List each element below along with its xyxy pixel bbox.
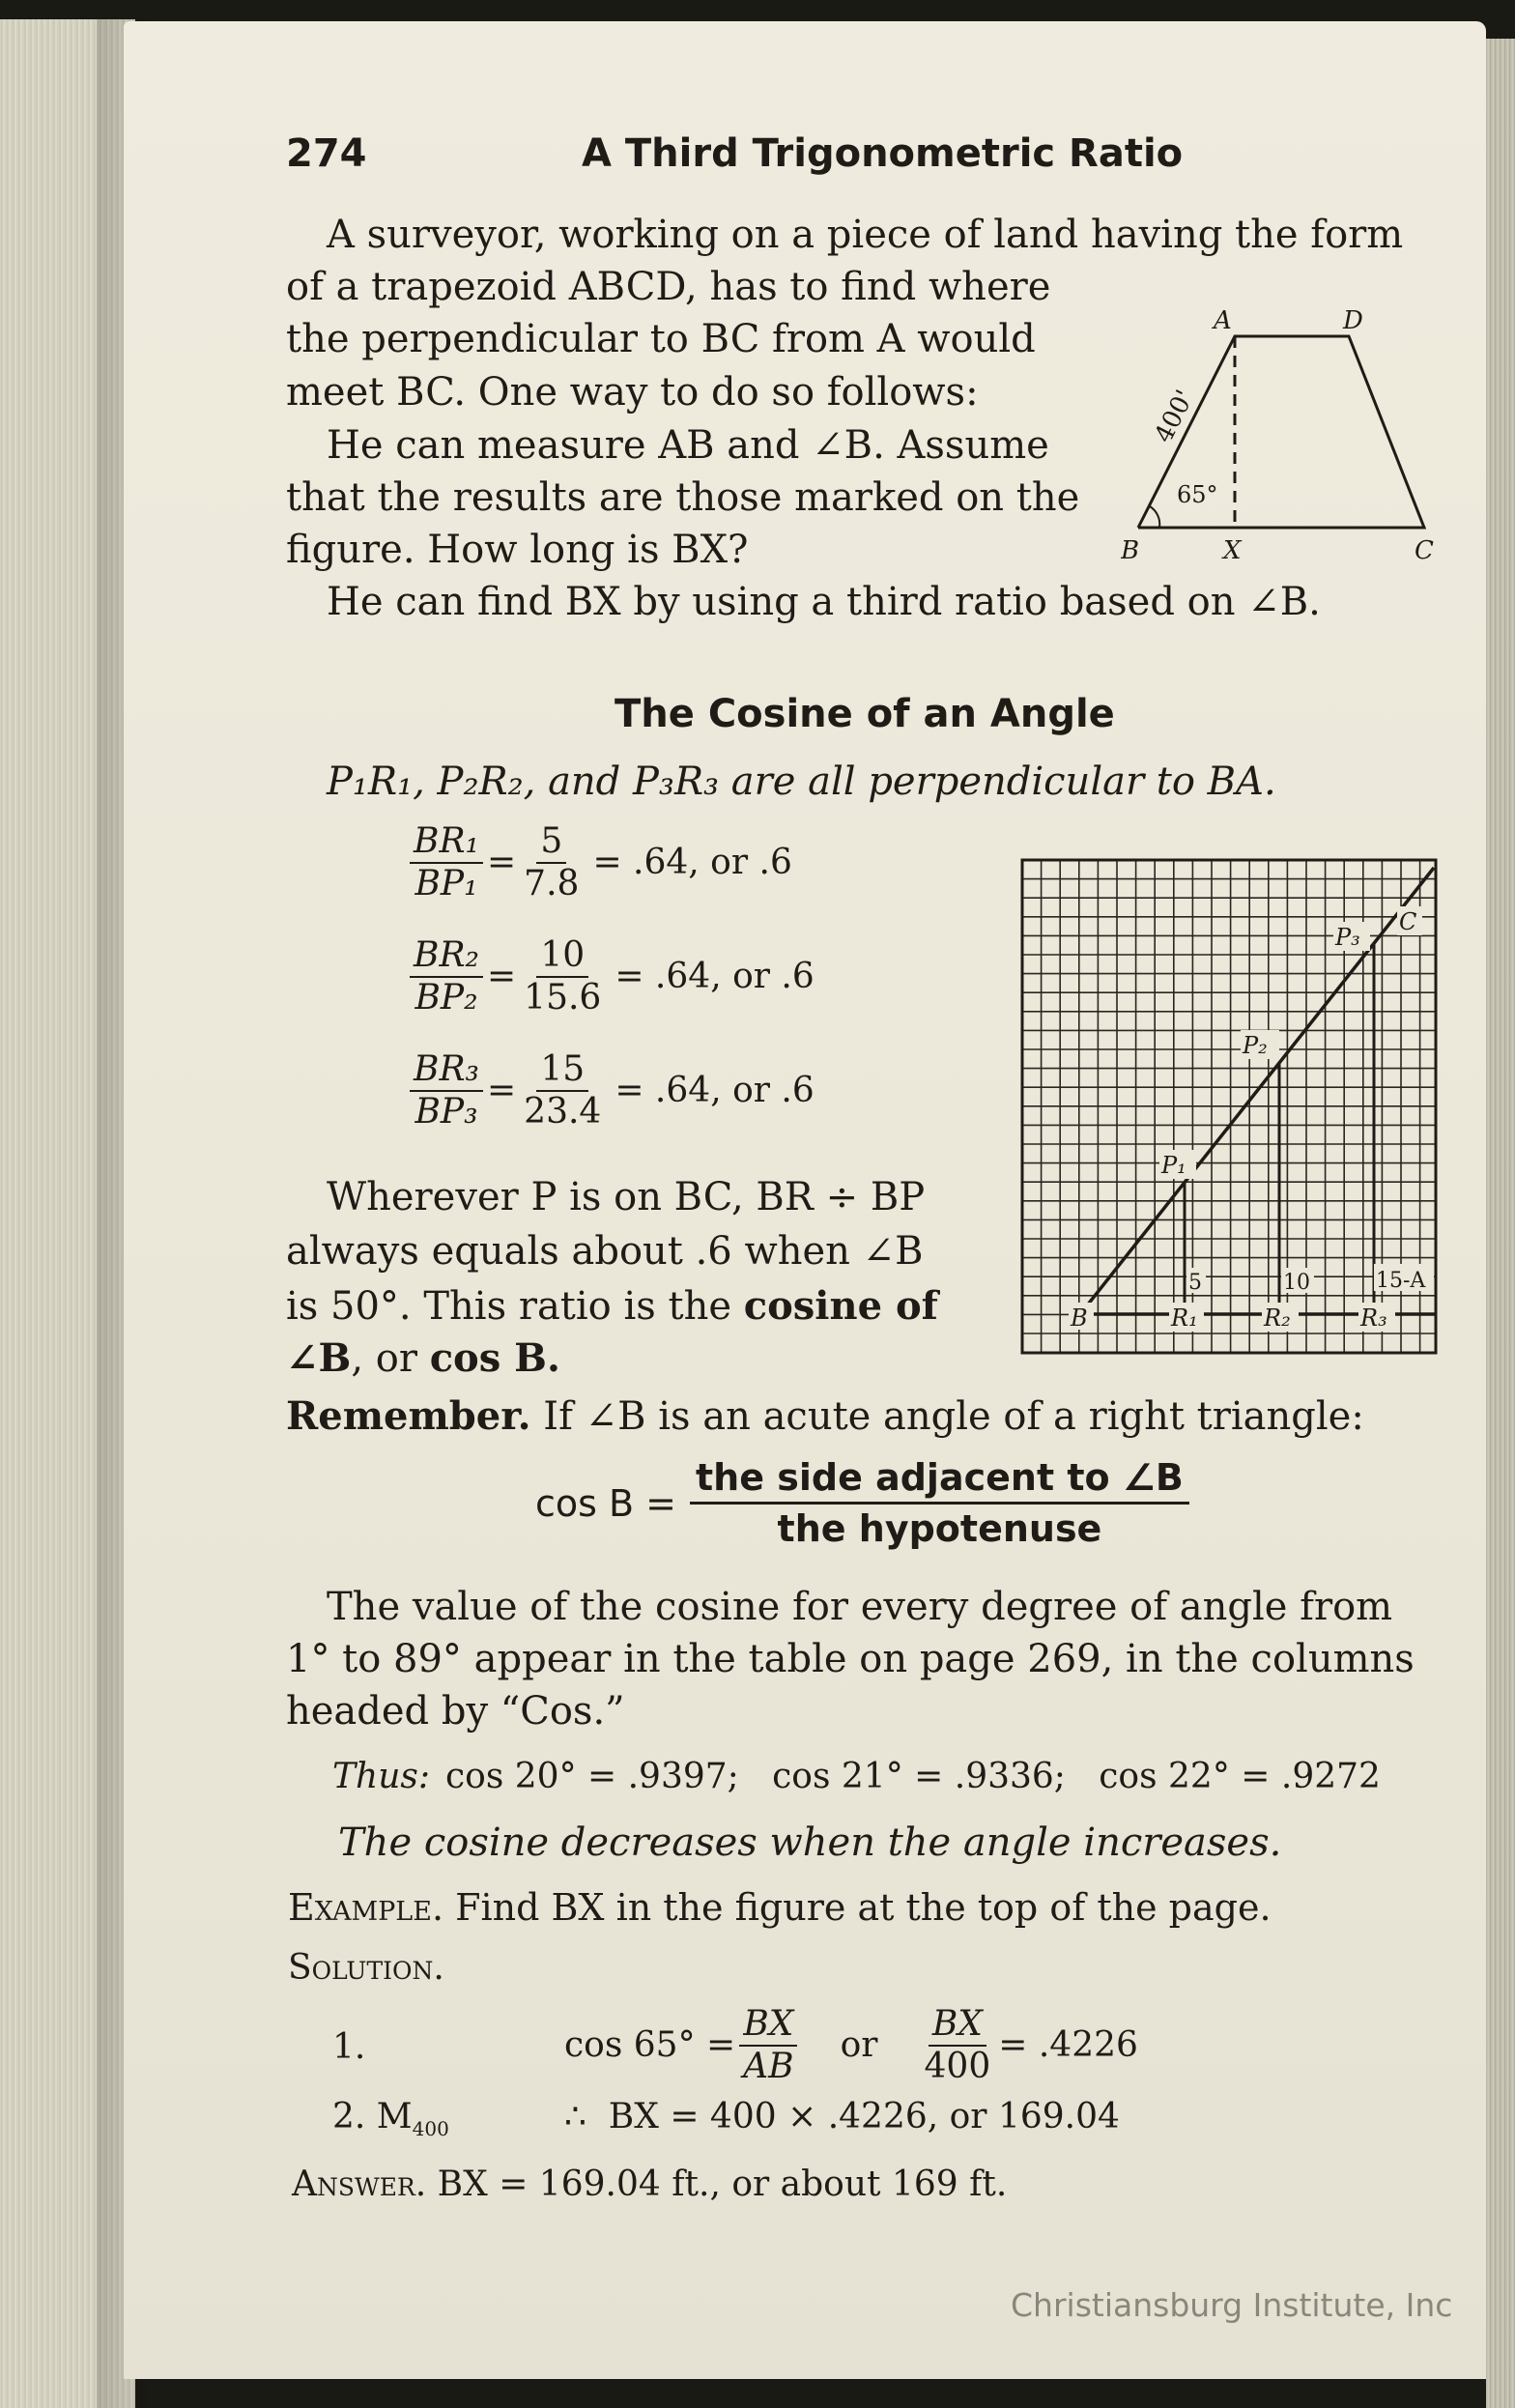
cos-lhs: cos B =: [535, 1482, 677, 1526]
thus-line: [332, 1757, 1381, 1796]
step1-or: or: [840, 2025, 878, 2066]
step1-fraction2-denominator: 400: [924, 2046, 991, 2086]
value-denominator: 23.4: [524, 1091, 602, 1132]
grid-figure: [1020, 858, 1440, 1359]
side-length-label: 400': [1149, 385, 1201, 448]
ratio-row: [406, 823, 792, 903]
perpendicular-statement: P₁R₁, P₂R₂, and P₃R₃ are all perpendicular to BA.: [327, 760, 1276, 804]
intro-line-4: meet BC. One way to do so follows:: [286, 370, 979, 415]
book-right-edge: [1486, 39, 1515, 2408]
example-label: Example.: [288, 1886, 444, 1929]
cosine-definition: [535, 1456, 1193, 1550]
answer-label: Answer.: [292, 2164, 427, 2204]
trapezoid-figure: [1121, 300, 1449, 570]
eq: =: [487, 1071, 517, 1111]
decreases-statement: The cosine decreases when the angle increases.: [338, 1820, 1282, 1865]
ratio-denominator: BP₃: [414, 1091, 478, 1132]
definition-denominator: the hypotenuse: [777, 1506, 1102, 1550]
step1-fraction1-numerator: BX: [739, 2006, 797, 2047]
label-10: 10: [1283, 1271, 1310, 1295]
ratio-row: [406, 937, 815, 1017]
answer-text: BX = 169.04 ft., or about 169 ft.: [426, 2164, 1008, 2204]
step-1-equation: [564, 2006, 1138, 2085]
text-fragment: , or: [351, 1336, 430, 1381]
step1-lhs: cos 65° =: [564, 2025, 736, 2066]
line-ba: [1080, 868, 1434, 1314]
value-denominator: 15.6: [524, 977, 602, 1018]
step2-subscript: 400: [412, 2117, 449, 2141]
label-p2: P₂: [1243, 1032, 1268, 1059]
example-text: Find BX in the figure at the top of the page.: [443, 1886, 1272, 1929]
step-2-equation: ∴ BX = 400 × .4226, or 169.04: [564, 2097, 1120, 2136]
intro-line-3: the perpendicular to BC from A would: [286, 317, 1036, 361]
ratio-result: = .64, or .6: [615, 957, 815, 997]
running-title: A Third Trigonometric Ratio: [582, 131, 1184, 176]
solution-label: Solution.: [288, 1948, 444, 1988]
thus-values: cos 20° = .9397; cos 21° = .9336; cos 22° = .9272: [445, 1757, 1381, 1796]
intro-line-2: of a trapezoid ABCD, has to find where: [286, 265, 1051, 309]
intro-line-6: that the results are those marked on the: [286, 475, 1080, 520]
wherever-line-3: [286, 1283, 938, 1329]
step1-rhs: = .4226: [998, 2025, 1138, 2066]
ratio-numerator: BR₃: [410, 1051, 483, 1092]
text-fragment: is 50°. This ratio is the: [286, 1284, 744, 1329]
label-a: A: [1214, 306, 1232, 335]
ratio-numerator: BR₁: [410, 823, 483, 864]
label-15: 15-A: [1376, 1269, 1426, 1293]
intro-line-5: He can measure AB and ∠B. Assume: [327, 423, 1049, 468]
label-c: C: [1415, 536, 1434, 565]
angle-label: 65°: [1177, 481, 1218, 508]
label-r1: R₁: [1171, 1304, 1198, 1332]
watermark: Christiansburg Institute, Inc: [1011, 2286, 1453, 2324]
label-5: 5: [1188, 1271, 1202, 1295]
remember-text: If ∠B is an acute angle of a right triangle:: [530, 1394, 1364, 1439]
intro-line-1: A surveyor, working on a piece of land having the form: [327, 213, 1404, 257]
step1-fraction2-numerator: BX: [929, 2006, 986, 2047]
label-c: C: [1399, 908, 1417, 935]
ratio-result: = .64, or .6: [592, 843, 792, 883]
definition-numerator: the side adjacent to ∠B: [690, 1459, 1189, 1505]
step2-label: 2. M: [332, 2097, 413, 2136]
example-line: [288, 1886, 1272, 1929]
ratio-result: = .64, or .6: [615, 1071, 815, 1111]
label-x: X: [1223, 536, 1242, 565]
wherever-line-4: [286, 1335, 560, 1381]
value-numerator: 15: [536, 1051, 588, 1092]
step-2-number: [332, 2097, 449, 2140]
page-number: 274: [286, 131, 367, 176]
label-b: B: [1071, 1304, 1088, 1332]
ratio-denominator: BP₁: [414, 863, 478, 903]
remember-label: Remember.: [286, 1393, 531, 1439]
remember-line: [286, 1393, 1364, 1439]
angle-term: ∠B: [286, 1335, 352, 1381]
thus-label: Thus:: [332, 1757, 430, 1796]
intro-line-8: He can find BX by using a third ratio based on ∠B.: [327, 580, 1321, 624]
cosine-term: cosine of: [743, 1283, 938, 1329]
label-r2: R₂: [1264, 1304, 1291, 1332]
eq: =: [487, 843, 517, 883]
wherever-line-1: Wherever P is on BC, BR ÷ BP: [327, 1175, 926, 1219]
value-line-2: 1° to 89° appear in the table on page 269, in the columns: [286, 1637, 1415, 1681]
wherever-line-2: always equals about .6 when ∠B: [286, 1229, 924, 1274]
value-numerator: 5: [536, 823, 566, 864]
step-1-number: 1.: [332, 2027, 366, 2067]
cos-term: cos B.: [429, 1335, 560, 1381]
eq: =: [487, 957, 517, 997]
label-b: B: [1121, 536, 1140, 565]
ratio-row: [406, 1051, 815, 1131]
value-line-3: headed by “Cos.”: [286, 1689, 625, 1734]
ratio-numerator: BR₂: [410, 937, 483, 978]
label-p1: P₁: [1161, 1152, 1186, 1179]
value-denominator: 7.8: [524, 863, 580, 903]
answer-line: [292, 2164, 1007, 2204]
ratio-denominator: BP₂: [414, 977, 478, 1018]
step1-fraction1-denominator: AB: [743, 2046, 794, 2086]
angle-arc: [1150, 506, 1159, 528]
label-p3: P₃: [1335, 924, 1360, 951]
label-d: D: [1343, 306, 1363, 335]
intro-line-7: figure. How long is BX?: [286, 528, 749, 572]
value-line-1: The value of the cosine for every degree of angle from: [327, 1585, 1393, 1629]
label-r3: R₃: [1360, 1304, 1387, 1332]
section-title: The Cosine of an Angle: [615, 692, 1115, 736]
value-numerator: 10: [536, 937, 588, 978]
